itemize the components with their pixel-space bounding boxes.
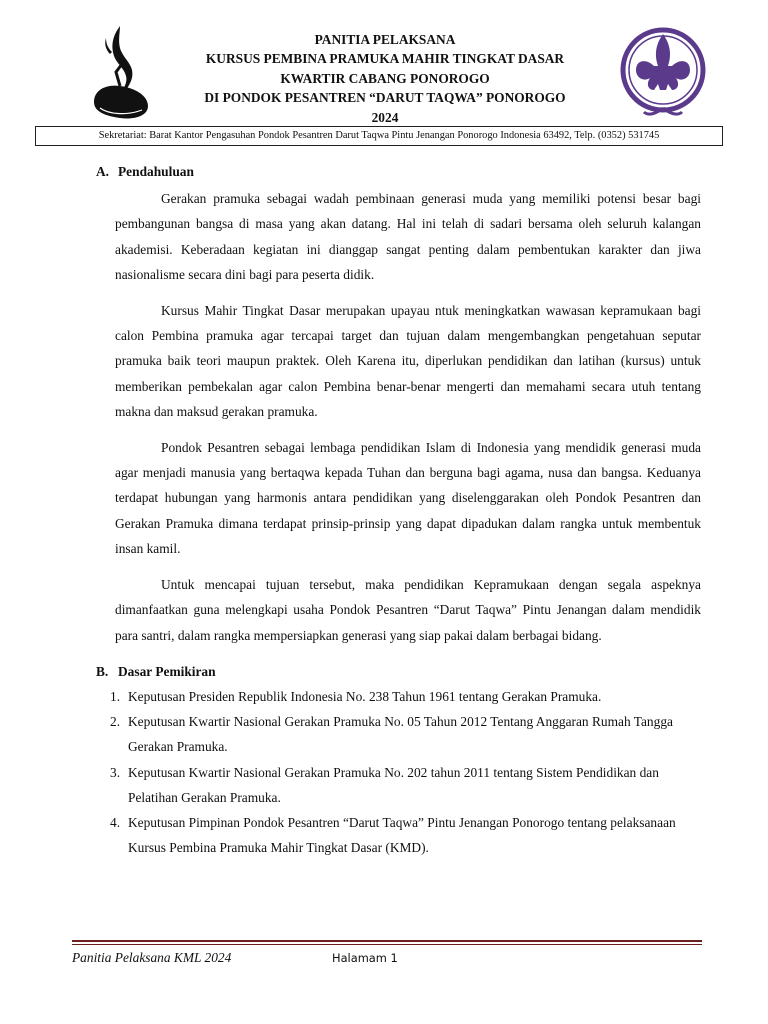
list-item-number: 2. (110, 714, 121, 730)
intro-paragraph-1: Gerakan pramuka sebagai wadah pembinaan generasi muda yang memiliki potensi besar bagi pembangunan bangsa di masa yang akan datang. Hal ini telah di sadari bersama oleh seluruh kalangan akademisi. Keberadaan kegiatan ini dianggap sangat penting dalam pembentukan karakter dan jiwa nasionalisme secara dini bagi para peserta didik. (115, 191, 701, 283)
year-title: 2024 (371, 109, 399, 125)
page-number: Halamam 1 (332, 951, 398, 965)
section-b-title: Dasar Pemikiran (118, 663, 216, 679)
list-item-number: 3. (110, 764, 121, 780)
list-item (96, 709, 701, 759)
page-footer (72, 940, 702, 965)
fleur-de-lis-scout-emblem-icon (618, 20, 708, 124)
section-b-letter: B. (96, 663, 109, 679)
list-item-text: Keputusan Pimpinan Pondok Pesantren “Darut Taqwa” Pintu Jenangan Ponorogo tentang pelaksanaan Kursus Pembina Pramuka Mahir Tingkat Dasar (KMD). (128, 814, 676, 856)
list-item (96, 684, 701, 709)
list-item-text: Keputusan Kwartir Nasional Gerakan Pramuka No. 202 tahun 2011 tentang Sistem Pendidikan dan Pelatihan Gerakan Pramuka. (128, 764, 659, 805)
footer-rule (72, 940, 702, 942)
branch-title: KWARTIR CABANG PONOROGO (280, 70, 490, 86)
section-a-letter: A. (96, 164, 110, 179)
intro-paragraph-3: Pondok Pesantren sebagai lembaga pendidikan Islam di Indonesia yang mendidik generasi muda agar menjadi manusia yang bertaqwa kepada Tuhan dan berguna bagi agama, nusa dan bangsa. Keduanya terdapat hubungan yang harmonis antara pendidikan yang diselenggarakan oleh Pondok Pesantren dan Gerakan Pramuka dimana terdapat prinsip-prinsip yang dapat dipadukan dalam rangka untuk membentuk insan kamil. (115, 439, 701, 557)
section-a-title: Pendahuluan (118, 164, 194, 179)
footer-committee-label: Panitia Pelaksana KML 2024 (72, 950, 232, 965)
venue-title: DI PONDOK PESANTREN “DARUT TAQWA” PONOROGO (204, 90, 566, 106)
list-item-number: 4. (110, 814, 121, 830)
list-item (96, 810, 701, 860)
secretariat-address: Sekretariat: Barat Kantor Pengasuhan Pondok Pesantren Darut Taqwa Pintu Jenangan Ponorogo Indonesia 63492, Telp. (0352) 531745 (35, 126, 723, 146)
section-b-heading (96, 662, 701, 682)
list-item (96, 760, 701, 810)
section-a-heading (96, 162, 701, 182)
document-body (96, 162, 701, 860)
letterhead-title (150, 30, 620, 127)
letterhead (0, 0, 768, 130)
intro-paragraph-4: Untuk mencapai tujuan tersebut, maka pendidikan Kepramukaan dengan segala aspeknya dimanfaatkan guna melengkapi usaha Pondok Pesantren “Darut Taqwa” Pintu Jenangan dalam mendidik para santri, dalam rangka mempersiapkan generasi yang siap pakai dalam berbagai bidang. (115, 576, 701, 643)
list-item-text: Keputusan Presiden Republik Indonesia No. 238 Tahun 1961 tentang Gerakan Pramuka. (128, 688, 602, 704)
legal-basis-list (96, 684, 701, 860)
footer-rule-thin (72, 944, 702, 945)
course-title: KURSUS PEMBINA PRAMUKA MAHIR TINGKAT DASAR (205, 51, 565, 67)
tunas-kelapa-logo-icon (86, 24, 156, 124)
list-item-number: 1. (110, 688, 121, 704)
committee-title: PANITIA PELAKSANA (314, 32, 456, 47)
list-item-text: Keputusan Kwartir Nasional Gerakan Pramuka No. 05 Tahun 2012 Tentang Anggaran Rumah Tangga Gerakan Pramuka. (128, 714, 673, 755)
intro-paragraph-2: Kursus Mahir Tingkat Dasar merupakan upayau ntuk meningkatkan wawasan kepramukaan bagi calon Pembina pramuka agar tercapai target dan tujuan dalam mengembangkan pengetahuan seputar pramuka baik teori maupun praktek. Oleh Karena itu, diperlukan pendidikan dan latihan (kursus) untuk memberikan pembekalan agar calon Pembina benar-benar mengerti dan memahami secara utuh tentang makna dan maksud gerakan pramuka. (115, 302, 701, 420)
